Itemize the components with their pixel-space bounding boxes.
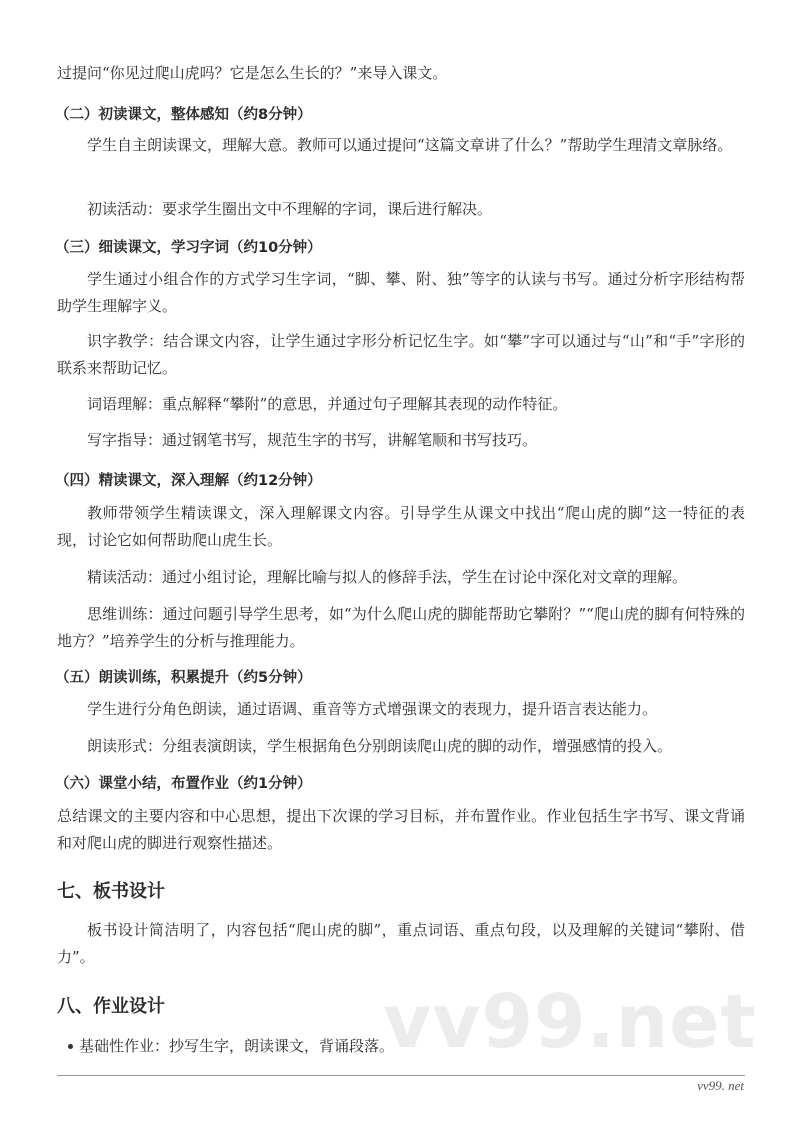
homework-heading: 八、作业设计 xyxy=(57,996,165,1017)
section-2-heading: （二）初读课文，整体感知（约8分钟） xyxy=(55,107,312,123)
footer-site: vv99. net xyxy=(697,1078,744,1093)
paragraph: 学生自主朗读课文，理解大意。教师可以通过提问“这篇文章讲了什么？”帮助学生理清文章脉络。 xyxy=(87,136,733,154)
paragraph: 词语理解：重点解释“攀附”的意思，并通过句子理解其表现的动作特征。 xyxy=(87,395,568,413)
section-5-heading: （五）朗读训练，积累提升（约5分钟） xyxy=(55,670,312,686)
intro-tail: 过提问“你见过爬山虎吗？它是怎么生长的？”来导入课文。 xyxy=(57,64,448,82)
bullet-icon xyxy=(68,1044,73,1049)
board-design-heading: 七、板书设计 xyxy=(57,881,165,902)
section-6-heading: （六）课堂小结，布置作业（约1分钟） xyxy=(55,776,312,792)
paragraph: 学生通过小组合作的方式学习生字词，“脚、攀、附、独”等字的认读与书写。通过分析字形结构帮助学生理解字义。 xyxy=(57,270,745,315)
paragraph: 教师带领学生精读课文，深入理解课文内容。引导学生从课文中找出“爬山虎的脚”这一特征的表现，讨论它如何帮助爬山虎生长。 xyxy=(57,504,745,549)
paragraph: 写字指导：通过钢笔书写，规范生字的书写，讲解笔顺和书写技巧。 xyxy=(87,431,538,449)
section-4-heading: （四）精读课文，深入理解（约12分钟） xyxy=(55,473,322,489)
section-3-heading: （三）细读课文，学习字词（约10分钟） xyxy=(55,240,322,256)
footer-divider xyxy=(57,1075,745,1076)
paragraph: 精读活动：通过小组讨论，理解比喻与拟人的修辞手法，学生在讨论中深化对文章的理解。 xyxy=(87,568,688,586)
watermark: vv99.net xyxy=(383,979,757,1065)
paragraph: 总结课文的主要内容和中心思想，提出下次课的学习目标，并布置作业。作业包括生字书写、课文背诵和对爬山虎的脚进行观察性描述。 xyxy=(57,807,745,852)
homework-item-text: 基础性作业：抄写生字，朗读课文，背诵段落。 xyxy=(79,1037,395,1055)
paragraph: 朗读形式：分组表演朗读，学生根据角色分别朗读爬山虎的脚的动作，增强感情的投入。 xyxy=(87,737,673,755)
paragraph: 学生进行分角色朗读，通过语调、重音等方式增强课文的表现力，提升语言表达能力。 xyxy=(87,700,658,718)
paragraph: 板书设计简洁明了，内容包括“爬山虎的脚”，重点词语、重点句段，以及理解的关键词“攀附、借力”。 xyxy=(57,921,745,966)
paragraph: 初读活动：要求学生圈出文中不理解的字词，课后进行解决。 xyxy=(87,200,493,218)
paragraph: 思维训练：通过问题引导学生思考，如“为什么爬山虎的脚能帮助它攀附？”“爬山虎的脚有何特殊的地方？”培养学生的分析与推理能力。 xyxy=(57,605,745,650)
list-item xyxy=(57,1033,767,1060)
paragraph: 识字教学：结合课文内容，让学生通过字形分析记忆生字。如“攀”字可以通过与“山”和“手”字形的联系来帮助记忆。 xyxy=(57,332,745,377)
